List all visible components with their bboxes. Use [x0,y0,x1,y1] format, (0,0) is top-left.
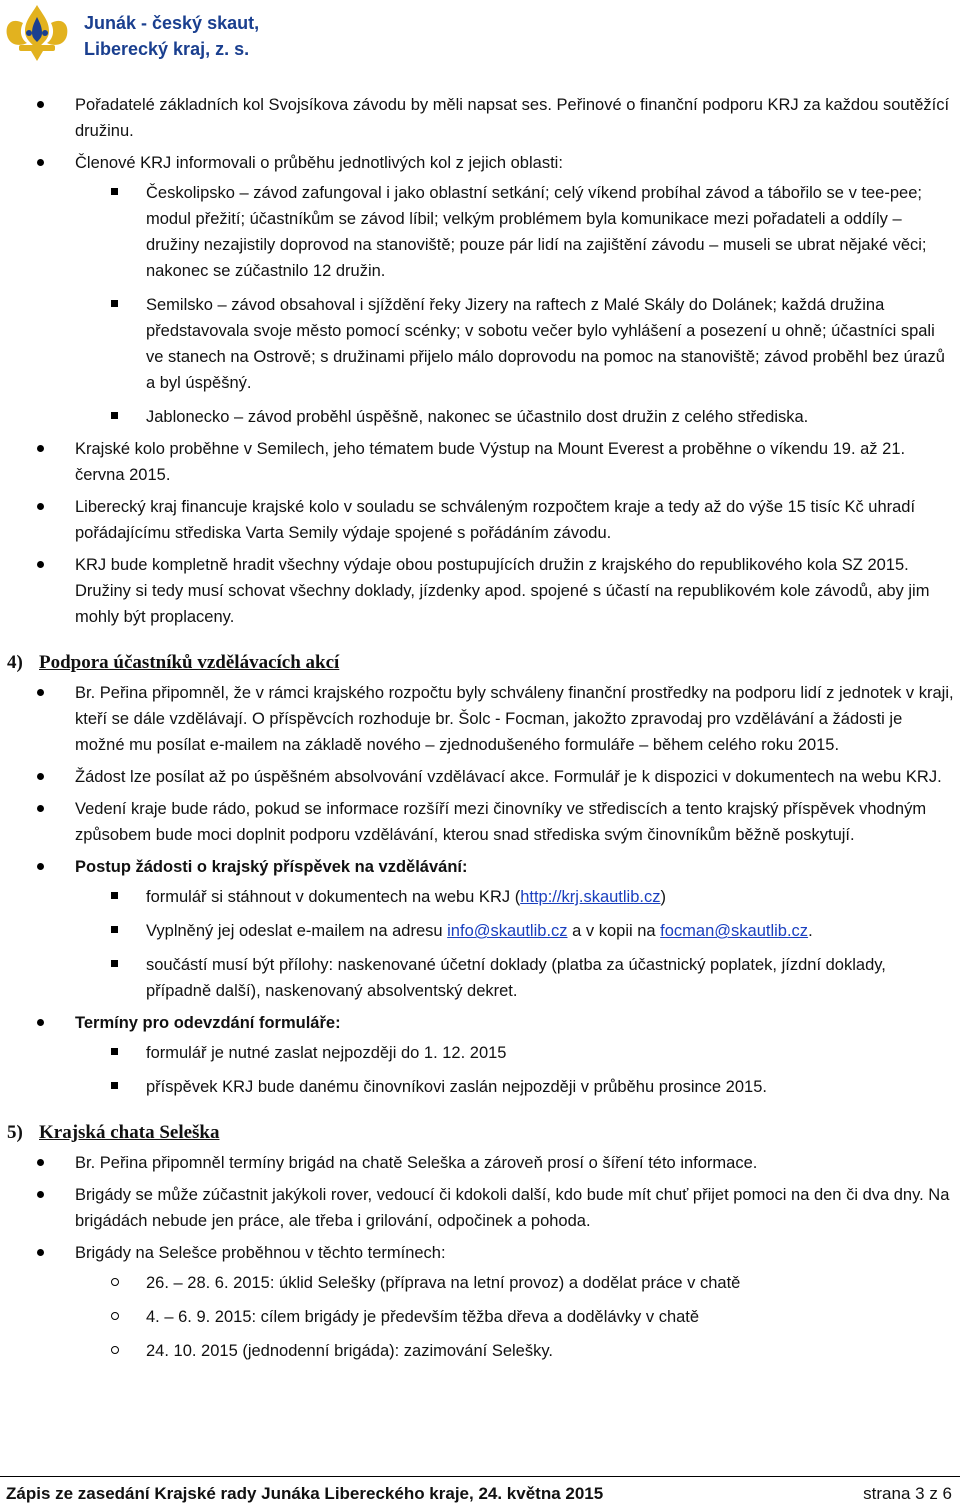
list-item: Krajské kolo proběhne v Semilech, jeho tématem bude Výstup na Mount Everest a proběhne o víkendu 19. až 21. června 2015. [0,436,960,488]
section-number: 5) [7,1122,23,1143]
brigade-dates-list [75,1270,954,1364]
list-item: Br. Peřina připomněl termíny brigád na chatě Seleška a zároveň prosí o šíření této informace. [0,1150,960,1176]
list-item: Pořadatelé základních kol Svojsíkova závodu by měli napsat ses. Peřinové o finanční podporu KRJ za každou soutěžící družinu. [0,92,960,144]
section-title: Krajská chata Seleška [39,1122,220,1143]
brigade-date-item: 24. 10. 2015 (jednodenní brigáda): zazimování Selešky. [146,1338,954,1364]
organization-name-line1: Junák - český skaut, [84,13,260,33]
section-heading-5 [0,1120,960,1146]
deadlines-list [75,1040,954,1100]
deadline-item: příspěvek KRJ bude danému činovníkovi zaslán nejpozději v průběhu prosince 2015. [146,1074,954,1100]
list-item: Brigády se může zúčastnit jakýkoli rover, vedoucí či kdokoli další, kdo bude mít chuť přijet pomoci na den či dva dny. Na brigádách nebude jen práce, ale třeba i grilování, odpočinek a pohoda. [0,1182,960,1234]
list-item: Br. Peřina připomněl, že v rámci krajského rozpočtu byly schváleny finanční prostředky na podporu lidí z jednotek v kraji, kteří se dále vzdělávají. O příspěvcích rozhoduje br. Šolc - Focman, jakožto zpravodaj pro vzdělávání a žádosti je možné mu posílat e-mailem na základě nového – zjednodušeného formuláře – během celého roku 2015. [0,680,960,758]
list-item: Vedení kraje bude rádo, pokud se informace rozšíří mezi činovníky ve střediscích a tento krajský příspěvek vhodným způsobem bude moci doplnit podporu vzdělávání, kterou snad střediska svým činovníkům běžně poskytují. [0,796,960,848]
step-text: formulář si stáhnout v dokumentech na webu KRJ ( [146,888,521,906]
procedure-steps [75,884,954,1004]
procedure-step: součástí musí být přílohy: naskenované účetní doklady (platba za účastnický poplatek, jízdní doklady, případně další), naskenovaný absolventský dekret. [146,952,954,1004]
brigade-date-item: 26. – 28. 6. 2015: úklid Selešky (příprava na letní provoz) a dodělat práce v chatě [146,1270,954,1296]
section-title: Podpora účastníků vzdělávacích akcí [39,652,340,673]
region-item: Jablonecko – závod proběhl úspěšně, nakonec se účastnilo dost družin z celého střediska. [146,404,954,430]
list-item: Žádost lze posílat až po úspěšném absolvování vzdělávací akce. Formulář je k dispozici v dokumentech na webu KRJ. [0,764,960,790]
footer-title: Zápis ze zasedání Krajské rady Junáka Libereckého kraje, 24. května 2015 [6,1484,604,1503]
info-email-link[interactable]: info@skautlib.cz [447,922,568,940]
procedure-title: Postup žádosti o krajský příspěvek na vzdělávání: [75,858,468,876]
deadline-item: formulář je nutné zaslat nejpozději do 1. 12. 2015 [146,1040,954,1066]
list-item [0,1010,960,1100]
list-item-text: Členové KRJ informovali o průběhu jednotlivých kol z jejich oblasti: [75,154,563,172]
region-item: Semilsko – závod obsahoval i sjíždění řeky Jizery na raftech z Malé Skály do Dolánek; každá družina představovala svoje město pomocí scénky; v sobotu večer bylo vyhlášení a posezení u ohně; účastníci spali ve stanech na Ostrově; s družinami přijelo málo doprovodu na pomoc na stanoviště; závod proběhl bez úrazů a byl úspěšný. [146,292,954,396]
regions-list [75,180,954,430]
procedure-step [146,918,954,944]
page-number: strana 3 z 6 [863,1484,952,1503]
list-item: Liberecký kraj financuje krajské kolo v souladu se schváleným rozpočtem kraje a tedy až do výše 15 tisíc Kč uhradí pořádajícímu střediska Varta Semily výdaje spojené s pořádáním závodu. [0,494,960,546]
step-text: Vyplněný jej odeslat e-mailem na adresu [146,922,448,940]
scout-lily-logo-icon [3,3,71,63]
focman-email-link[interactable]: focman@skautlib.cz [660,922,809,940]
organization-name [84,10,259,62]
document-body [0,92,960,1364]
list-item-text: Brigády na Selešce proběhnou v těchto termínech: [75,1244,446,1262]
list-item [0,1240,960,1364]
page-footer [0,1476,960,1511]
procedure-step [146,884,954,910]
organization-name-line2: Liberecký kraj, z. s. [84,39,250,59]
section-5-list [0,1150,960,1364]
page-header [0,0,960,66]
krj-web-link[interactable]: http://krj.skautlib.cz [520,888,661,906]
list-item [0,854,960,1004]
list-item: KRJ bude kompletně hradit všechny výdaje obou postupujících družin z krajského do republikového kola SZ 2015. Družiny si tedy musí schovat všechny doklady, jízdenky apod. spojené s účastí na republikovém kole závodů, aby jim mohly být proplaceny. [0,552,960,630]
region-item: Českolipsko – závod zafungoval i jako oblastní setkání; celý víkend probíhal závod a tábořilo se v tee-pee; modul přežití; účastníkům se závod líbil; velkým problémem byla komunikace mezi pořadateli a oddíly – družiny nezajistily doprovod na stanoviště; pouze pár lidí na zajištění závodu – museli se ubrat nějaké věci; nakonec se zúčastnilo 12 družin. [146,180,954,284]
list-item [0,150,960,430]
section-number: 4) [7,652,23,673]
svojsik-race-list [0,92,960,630]
step-text: a v kopii na [567,922,661,940]
section-heading-4 [0,650,960,676]
step-text: ) [660,888,666,906]
step-text: . [808,922,813,940]
brigade-date-item: 4. – 6. 9. 2015: cílem brigády je především těžba dřeva a dodělávky v chatě [146,1304,954,1330]
section-4-list [0,680,960,1100]
deadlines-title: Termíny pro odevzdání formuláře: [75,1014,341,1032]
